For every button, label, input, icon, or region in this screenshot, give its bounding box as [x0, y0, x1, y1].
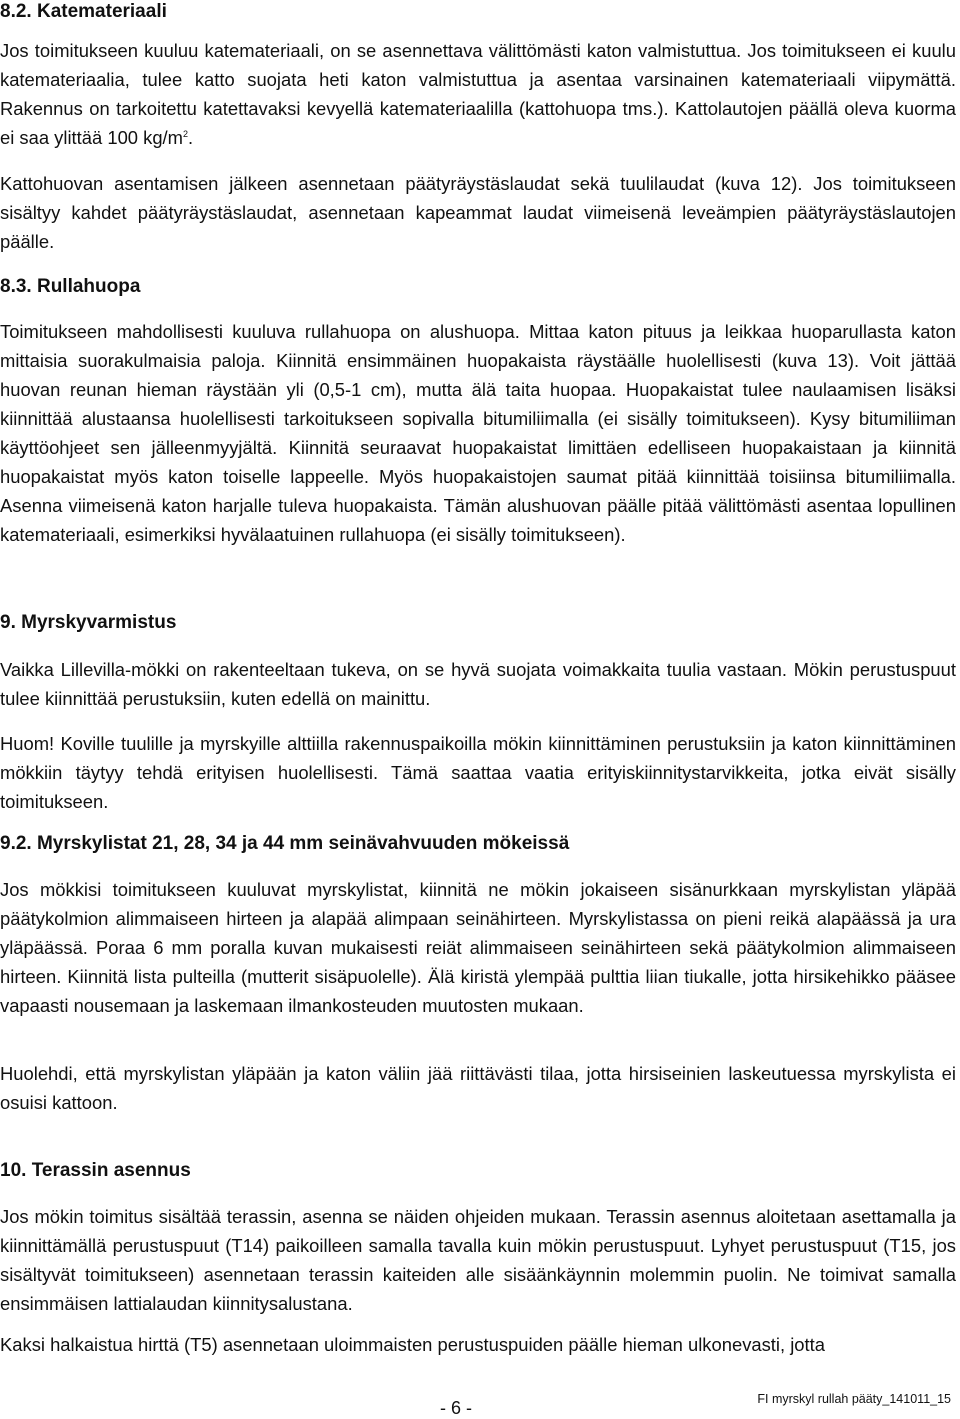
heading-9: 9. Myrskyvarmistus: [0, 612, 177, 633]
paragraph-10-1: Jos mökin toimitus sisältää terassin, asenna se näiden ohjeiden mukaan. Terassin asennus aloitetaan asettamalla ja kiinnittämällä perustuspuut (T14) paikoilleen samalla tavalla kuin mökin perustuspuut. Lyhyet perustuspuut (T15, jos sisältyvät toimitukseen) asennetaan terassin kaiteiden alle sisäänkäynnin molemmin puolin. Ne toimivat samalla ensimmäisen lattialaudan kiinnitysalustana.: [0, 1206, 956, 1314]
heading-9-2: 9.2. Myrskylistat 21, 28, 34 ja 44 mm seinävahvuuden mökeissä: [0, 833, 570, 854]
paragraph-9-2-2: Huolehdi, että myrskylistan yläpään ja katon väliin jää riittävästi tilaa, jotta hirsiseinien laskeutuessa myrskylista ei osuisi kattoon.: [0, 1063, 956, 1113]
paragraph-8-2-1-end: .: [188, 127, 194, 148]
heading-8-3: 8.3. Rullahuopa: [0, 276, 141, 297]
paragraph-8-3-1: Toimitukseen mahdollisesti kuuluva rullahuopa on alushuopa. Mittaa katon pituus ja leikkaa huoparullasta katon mittaisia suorakulmaisia paloja. Kiinnitä ensimmäinen huopakaista räystäälle huolellisesti (kuva 13). Voit jättää huovan reunan hieman räystään yli (0,5-1 cm), mutta älä taita huopaa. Huopakaistat tulee naulaamisen lisäksi kiinnittää alustaansa huolellisesti tarkoitukseen sopivalla bitumiliimalla (ei sisälly toimitukseen). Kysy bitumiliiman käyttöohjeet sen jälleenmyyjältä. Kiinnitä seuraavat huopakaistat limittäen edelliseen huopakaistaan ja kiinnitä huopakaistat myös katon toiselle lappeelle. Myös huopakaistojen saumat pitää kiinnittää toisiinsa bitumiliimalla. Asenna viimeisenä katon harjalle tuleva huopakaista. Tämän alushuovan päälle pitää välittömästi asentaa lopullinen katemateriaali, esimerkiksi hyvälaatuinen rullahuopa (ei sisälly toimitukseen).: [0, 321, 956, 545]
heading-8-2: 8.2. Katemateriaali: [0, 1, 167, 22]
paragraph-10-2: Kaksi halkaistua hirttä (T5) asennetaan uloimmaisten perustuspuiden päälle hieman ulkonevasti, jotta: [0, 1334, 825, 1355]
page-number: - 6 -: [440, 1398, 473, 1418]
paragraph-8-2-1-text: Jos toimitukseen kuuluu katemateriaali, on se asennettava välittömästi katon valmistuttua. Jos toimitukseen ei kuulu katemateriaalia, tulee katto suojata heti katon valmistuttua ja asentaa varsinainen katemateriaali viipymättä. Rakennus on tarkoitettu katettavaksi kevyellä katemateriaalilla (kattohuopa tms.). Kattolautojen päällä oleva kuorma ei saa ylittää 100 kg/m: [0, 40, 956, 148]
paragraph-8-2-2: Kattohuovan asentamisen jälkeen asennetaan päätyräystäslaudat sekä tuulilaudat (kuva 12). Jos toimitukseen sisältyy kahdet päätyräystäslaudat, asennetaan kapeammat laudat viimeisenä leveämpien päätyräystäslautojen päälle.: [0, 173, 956, 252]
document-code: FI myrskyl rullah pääty_141011_15: [757, 1392, 951, 1406]
paragraph-9-2: Huom! Koville tuulille ja myrskyille alttiilla rakennuspaikoilla mökin kiinnittäminen perustuksiin ja katon kiinnittäminen mökkiin täytyy tehdä erityisen huolellisesti. Tämä saattaa vaatia erityiskiinnitystarvikkeita, jotka eivät sisälly toimitukseen.: [0, 733, 956, 812]
paragraph-9-1: Vaikka Lillevilla-mökki on rakenteeltaan tukeva, on se hyvä suojata voimakkaita tuulia vastaan. Mökin perustuspuut tulee kiinnittää perustuksiin, kuten edellä on mainittu.: [0, 659, 956, 709]
paragraph-8-2-1: [0, 36, 956, 152]
superscript-2: 2: [182, 129, 188, 139]
heading-10: 10. Terassin asennus: [0, 1160, 191, 1181]
paragraph-9-2-1: Jos mökkisi toimitukseen kuuluvat myrskylistat, kiinnitä ne mökin jokaiseen sisänurkkaan myrskylistan yläpää päätykolmion alimmaiseen hirteen ja alapää alimpaan seinähirteen. Myrskylistassa on pieni reikä alapäässä ja ura yläpäässä. Poraa 6 mm poralla kuvan mukaisesti reiät alimmaiseen seinähirteen sekä päätykolmion alimmaiseen hirteen. Kiinnitä lista pulteilla (mutterit sisäpuolelle). Älä kiristä ylempää pulttia liian tiukalle, jotta hirsikehikko pääsee vapaasti nousemaan ja laskemaan ilmankosteuden muutosten mukaan.: [0, 879, 956, 1016]
